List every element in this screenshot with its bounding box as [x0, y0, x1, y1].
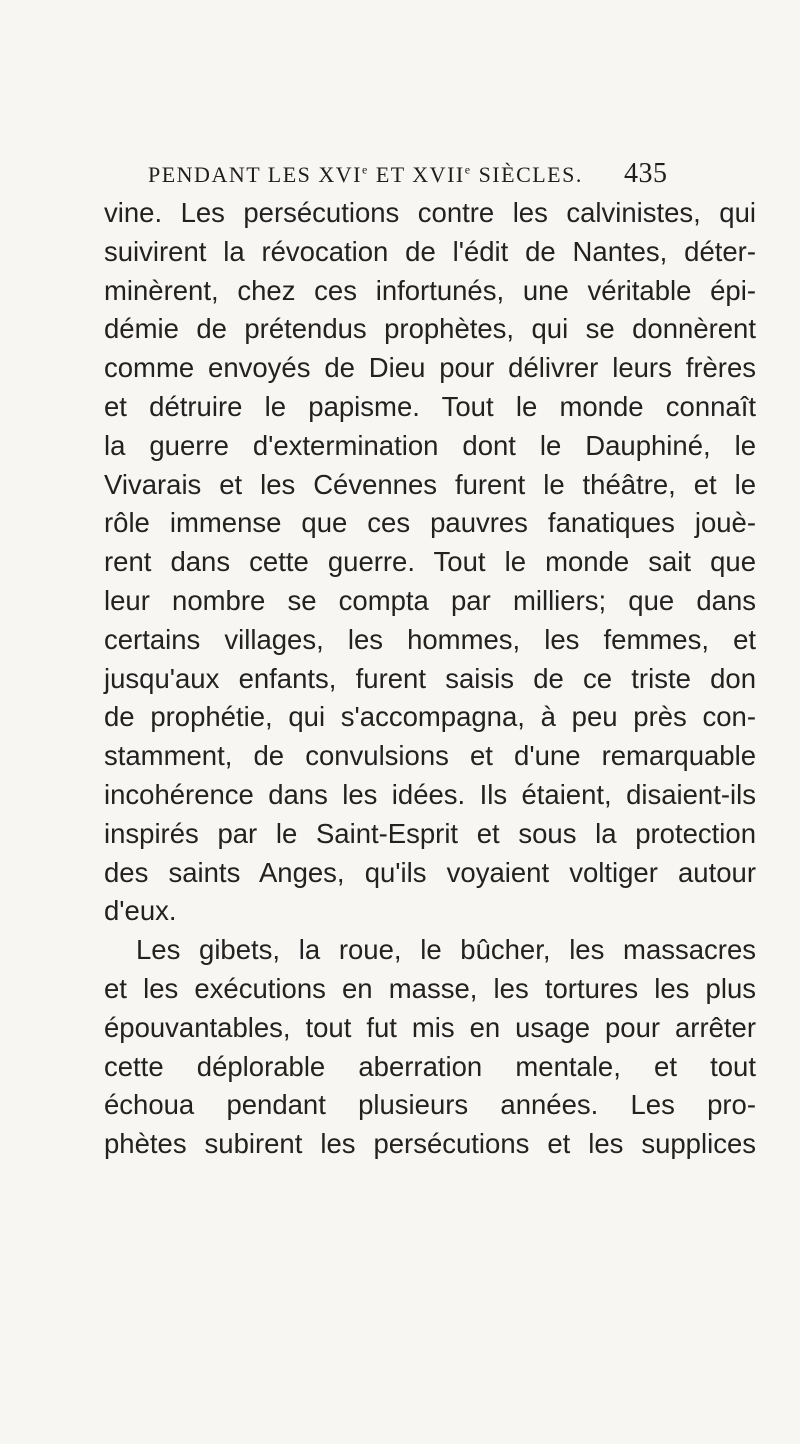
text-line: phètes subirent les persécutions et les supplices — [104, 1128, 756, 1160]
text-line: vine. Les persécutions contre les calvinistes, qui — [104, 197, 756, 228]
text-line: certains villages, les hommes, les femmes, et — [104, 623, 756, 655]
text-line: des saints Anges, qu'ils voyaient voltiger autour — [104, 856, 756, 888]
text-line: inspirés par le Saint-Esprit et sous la protection — [104, 817, 756, 849]
text-line: épouvantables, tout fut mis en usage pour arrêter — [104, 1011, 756, 1043]
paragraph-1 — [104, 194, 756, 931]
running-title-part-3: SIÈCLES. — [471, 162, 583, 187]
text-line: rent dans cette guerre. Tout le monde sait que — [104, 546, 756, 578]
running-title-part-1: PENDANT LES XVI — [148, 162, 362, 187]
text-line: et les exécutions en masse, les tortures les plus — [104, 972, 756, 1004]
running-title — [148, 162, 583, 188]
superscript-1: e — [361, 162, 369, 177]
superscript-2: e — [464, 162, 472, 177]
text-line: jusqu'aux enfants, furent saisis de ce triste don — [104, 662, 756, 694]
text-line: stamment, de convulsions et d'une remarquable — [104, 740, 756, 772]
text-line: échoua pendant plusieurs années. Les pro- — [104, 1089, 756, 1121]
page-number: 435 — [624, 158, 668, 189]
text-line: comme envoyés de Dieu pour délivrer leurs frères — [104, 352, 756, 384]
text-line: d'eux. — [104, 895, 177, 927]
running-head — [148, 158, 748, 198]
text-line: suivirent la révocation de l'édit de Nantes, déter- — [104, 235, 756, 267]
text-line: rôle immense que ces pauvres fanatiques jouè- — [104, 507, 756, 539]
text-line: démie de prétendus prophètes, qui se donnèrent — [104, 313, 756, 345]
text-line: minèrent, chez ces infortunés, une véritable épi- — [104, 274, 756, 306]
text-line: et détruire le papisme. Tout le monde connaît — [104, 390, 756, 422]
body-text — [104, 194, 756, 1164]
text-line: leur nombre se compta par milliers; que dans — [104, 584, 756, 616]
running-title-part-2: ET XVII — [368, 162, 465, 187]
text-line: Les gibets, la roue, le bûcher, les massacres — [136, 934, 756, 966]
paragraph-2 — [104, 931, 756, 1164]
text-line: cette déplorable aberration mentale, et tout — [104, 1050, 756, 1082]
text-line: Vivarais et les Cévennes furent le théâtre, et le — [104, 468, 756, 500]
text-line: de prophétie, qui s'accompagna, à peu près con- — [104, 701, 756, 733]
text-line: la guerre d'extermination dont le Dauphiné, le — [104, 429, 756, 461]
text-line: incohérence dans les idées. Ils étaient, disaient-ils — [104, 778, 756, 810]
